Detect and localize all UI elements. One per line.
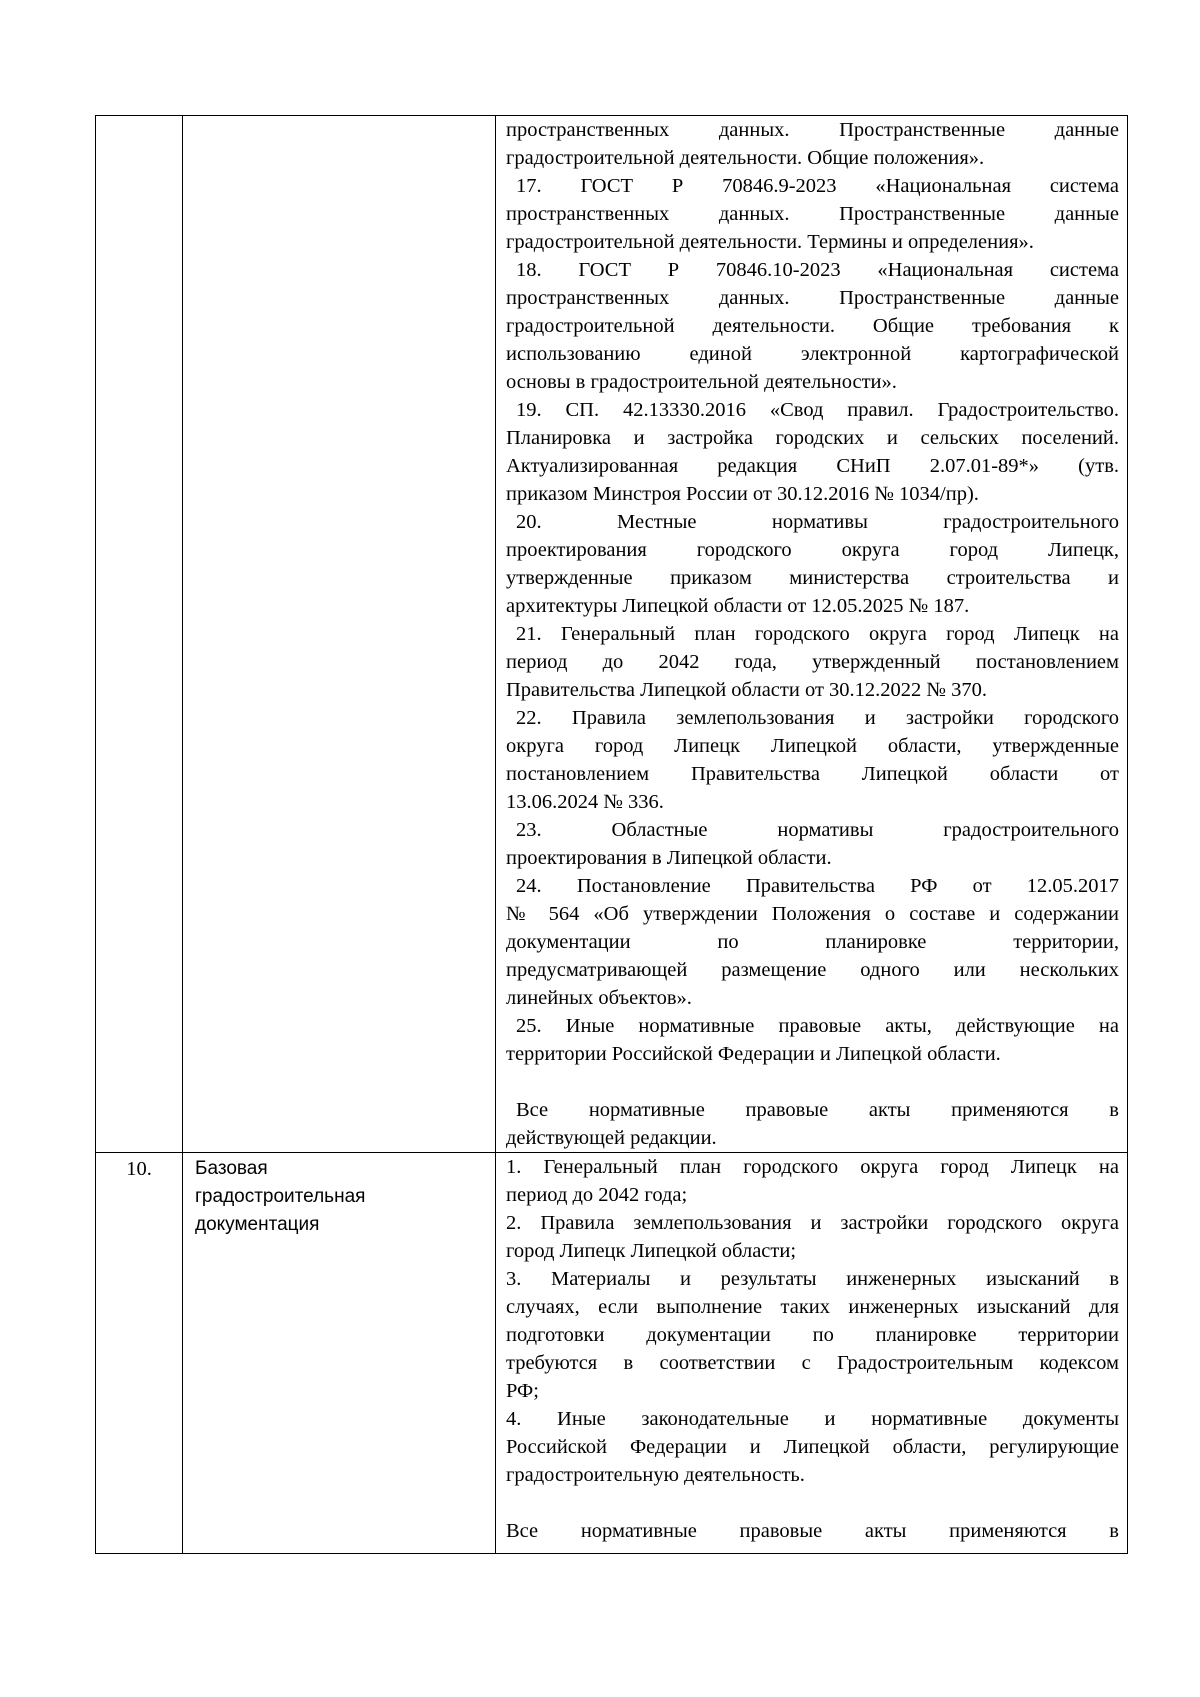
- text-line: утвержденные приказом министерства строительства и: [506, 567, 1119, 589]
- text-line: использованию единой электронной картографической: [506, 343, 1119, 365]
- text-line: подготовки документации по планировке территории: [506, 1324, 1119, 1346]
- cell-name: [182, 1153, 495, 1553]
- text-line: РФ;: [506, 1380, 539, 1402]
- table-row-continuation: [95, 115, 1128, 1152]
- text-line: Правительства Липецкой области от 30.12.2022 № 370.: [506, 679, 987, 701]
- text-line: проектирования городского округа город Липецк,: [506, 539, 1119, 561]
- text-line: градостроительной деятельности. Общие положения».: [506, 147, 985, 169]
- row-name-line: градостроительная: [195, 1186, 366, 1207]
- text-line: проектирования в Липецкой области.: [506, 847, 832, 869]
- text-line: 20. Местные нормативы градостроительного: [516, 511, 1119, 533]
- text-line: Российской Федерации и Липецкой области, регулирующие: [506, 1436, 1119, 1458]
- text-line: № 564 «Об утверждении Положения о составе и содержании: [506, 903, 1119, 925]
- text-line: 18. ГОСТ Р 70846.10-2023 «Национальная система: [516, 259, 1119, 281]
- text-line: период до 2042 года, утвержденный постановлением: [506, 651, 1119, 673]
- text-line: 1. Генеральный план городского округа город Липецк на: [506, 1156, 1119, 1178]
- text-line: пространственных данных. Пространственные данные: [506, 203, 1119, 225]
- text-line: Все нормативные правовые акты применяются в: [506, 1520, 1119, 1542]
- text-line: 3. Материалы и результаты инженерных изысканий в: [506, 1268, 1119, 1290]
- row-name-line: документация: [195, 1214, 320, 1235]
- text-line: действующей редакции.: [506, 1127, 717, 1149]
- text-line: документации по планировке территории,: [506, 931, 1119, 953]
- row-number: 10.: [126, 1158, 152, 1180]
- row-name-line: Базовая: [195, 1158, 268, 1179]
- text-line: 23. Областные нормативы градостроительного: [516, 819, 1119, 841]
- text-line: 17. ГОСТ Р 70846.9-2023 «Национальная система: [516, 175, 1119, 197]
- text-line: градостроительной деятельности. Термины и определения».: [506, 231, 1034, 253]
- text-line: градостроительную деятельность.: [506, 1464, 805, 1486]
- text-line: 24. Постановление Правительства РФ от 12.05.2017: [516, 875, 1119, 897]
- text-line: архитектуры Липецкой области от 12.05.2025 № 187.: [506, 595, 970, 617]
- text-line: 19. СП. 42.13330.2016 «Свод правил. Градостроительство.: [516, 399, 1119, 421]
- cell-content: [495, 1153, 1128, 1553]
- text-line: 2. Правила землепользования и застройки городского округа: [506, 1212, 1119, 1234]
- text-line: город Липецк Липецкой области;: [506, 1240, 797, 1262]
- cell-number: [95, 1153, 182, 1553]
- cell-name: [182, 116, 495, 1152]
- text-line: 22. Правила землепользования и застройки городского: [516, 707, 1119, 729]
- text-line: территории Российской Федерации и Липецкой области.: [506, 1043, 1001, 1065]
- text-line: Все нормативные правовые акты применяются в: [516, 1099, 1119, 1121]
- text-line: период до 2042 года;: [506, 1184, 688, 1206]
- blank-line: [506, 1068, 1119, 1096]
- text-line: Планировка и застройка городских и сельских поселений.: [506, 427, 1119, 449]
- text-line: 25. Иные нормативные правовые акты, действующие на: [516, 1015, 1119, 1037]
- text-line: 13.06.2024 № 336.: [506, 791, 664, 813]
- table-row-10: [95, 1152, 1128, 1554]
- text-line: Актуализированная редакция СНиП 2.07.01-89*» (утв.: [506, 455, 1119, 477]
- text-line: линейных объектов».: [506, 987, 692, 1009]
- cell-content: [495, 116, 1128, 1152]
- text-line: округа город Липецк Липецкой области, утвержденные: [506, 735, 1119, 757]
- requirements-table: [95, 115, 1128, 1554]
- text-line: пространственных данных. Пространственные данные: [506, 287, 1119, 309]
- text-line: 21. Генеральный план городского округа город Липецк на: [516, 623, 1119, 645]
- text-line: случаях, если выполнение таких инженерных изысканий для: [506, 1296, 1119, 1318]
- blank-line: [506, 1489, 1119, 1517]
- text-line: пространственных данных. Пространственные данные: [506, 119, 1119, 141]
- text-line: основы в градостроительной деятельности».: [506, 371, 897, 393]
- text-line: предусматривающей размещение одного или нескольких: [506, 959, 1119, 981]
- text-line: приказом Минстроя России от 30.12.2016 № 1034/пр).: [506, 483, 979, 505]
- text-line: постановлением Правительства Липецкой области от: [506, 763, 1119, 785]
- row-name: [183, 1153, 495, 1239]
- cell-number: [95, 116, 182, 1152]
- text-line: требуются в соответствии с Градостроительным кодексом: [506, 1352, 1119, 1374]
- text-line: градостроительной деятельности. Общие требования к: [506, 315, 1119, 337]
- text-line: 4. Иные законодательные и нормативные документы: [506, 1408, 1119, 1430]
